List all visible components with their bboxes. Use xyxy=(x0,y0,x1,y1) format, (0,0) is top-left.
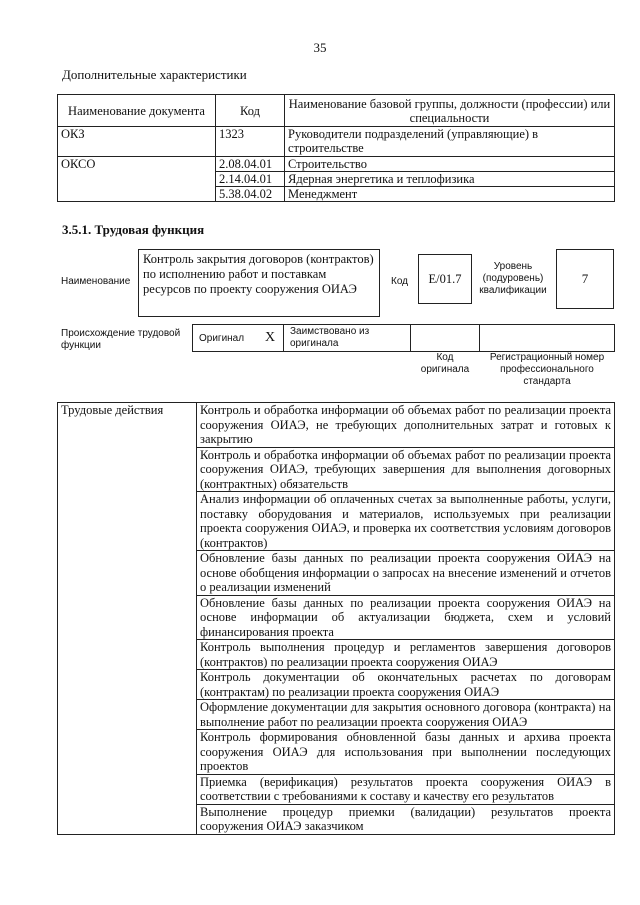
labor-action-item: Приемка (верификация) результатов проекта сооружения ОИАЭ в соответствии с требованиями к составу и качеству его результатов xyxy=(197,774,615,804)
code-cell: 2.14.04.01 xyxy=(216,172,285,187)
header-doc-name: Наименование документа xyxy=(58,95,216,127)
page-number: 35 xyxy=(313,40,327,55)
name-cell: Ядерная энергетика и теплофизика xyxy=(285,172,615,187)
labor-action-item: Контроль документации об окончательных расчетах по договорам (контрактам) по реализации проекта сооружения ОИАЭ xyxy=(197,670,615,700)
level-label: Уровень (подуровень) квалификации xyxy=(479,261,547,296)
labor-action-item: Выполнение процедур приемки (валидации) результатов проекта сооружения ОИАЭ заказчиком xyxy=(197,804,615,834)
original-cell xyxy=(192,324,284,352)
origin-label: Происхождение трудовой функции xyxy=(61,328,181,351)
name-cell: Строительство xyxy=(285,157,615,172)
registration-number-cell xyxy=(479,324,615,352)
table-row xyxy=(58,403,615,448)
original-mark: X xyxy=(265,330,276,345)
labor-actions-table xyxy=(57,402,615,835)
doc-cell: ОКЗ xyxy=(58,127,216,157)
original-label: Оригинал xyxy=(199,333,245,344)
additional-characteristics-heading: Дополнительные характеристики xyxy=(62,67,247,82)
header-group-name: Наименование базовой группы, должности (профессии) или специальности xyxy=(285,95,615,127)
name-cell: Руководители подразделений (управляющие) в строительстве xyxy=(285,127,615,157)
labor-action-item: Контроль выполнения процедур и регламентов завершения договоров (контрактов) по реализации проекта сооружения ОИАЭ xyxy=(197,640,615,670)
function-code-box: E/01.7 xyxy=(418,254,472,304)
doc-cell: ОКСО xyxy=(58,157,216,202)
labor-action-item: Обновление базы данных по реализации проекта сооружения ОИАЭ на основе информации об актуализации бюджета, схем и условий финансирования проекта xyxy=(197,595,615,640)
labor-action-item: Контроль формирования обновленной базы данных и архива проекта сооружения ОИАЭ для использования при выполнении последующих проектов xyxy=(197,730,615,775)
characteristics-table xyxy=(57,94,615,202)
code-label: Код xyxy=(391,276,409,287)
original-code-cell xyxy=(410,324,480,352)
section-title: 3.5.1. Трудовая функция xyxy=(62,222,205,237)
header-code: Код xyxy=(216,95,285,127)
borrowed-cell xyxy=(283,324,411,352)
labor-action-item: Анализ информации об оплаченных счетах за выполненные работы, услуги, поставку оборудования и материалов, используемых при реализации проекта сооружения ОИАЭ, и проверка их соответствия условиям договоров (контрактов) xyxy=(197,492,615,551)
qualification-level-box: 7 xyxy=(556,249,614,309)
table-row xyxy=(58,157,615,172)
table-row xyxy=(58,127,615,157)
function-name-box: Контроль закрытия договоров (контрактов) по исполнению работ и поставкам ресурсов по проекту сооружения ОИАЭ xyxy=(138,249,380,317)
borrowed-label: Заимствовано из оригинала xyxy=(290,326,370,349)
code-cell: 5.38.04.02 xyxy=(216,187,285,202)
code-cell: 2.08.04.01 xyxy=(216,157,285,172)
labor-actions-label: Трудовые действия xyxy=(58,403,197,835)
code-cell: 1323 xyxy=(216,127,285,157)
labor-action-item: Контроль и обработка информации об объемах работ по реализации проекта сооружения ОИАЭ, требующих завершения для выполнения договорных (контрактных) обязательств xyxy=(197,447,615,492)
labor-action-item: Контроль и обработка информации об объемах работ по реализации проекта сооружения ОИАЭ, не требующих дополнительных затрат и готовых к закрытию xyxy=(197,403,615,448)
name-label: Наименование xyxy=(61,276,131,287)
table-header-row xyxy=(58,95,615,127)
name-cell: Менеджмент xyxy=(285,187,615,202)
labor-action-item: Обновление базы данных по реализации проекта сооружения ОИАЭ на основе обобщения информации о запросах на внесение изменений и отчетов о реализации изменений xyxy=(197,551,615,596)
labor-action-item: Оформление документации для закрытия основного договора (контракта) на выполнение работ по реализации проекта сооружения ОИАЭ xyxy=(197,700,615,730)
original-code-caption: Код оригинала xyxy=(420,352,470,375)
registration-number-caption: Регистрационный номер профессионального стандарта xyxy=(489,352,605,387)
